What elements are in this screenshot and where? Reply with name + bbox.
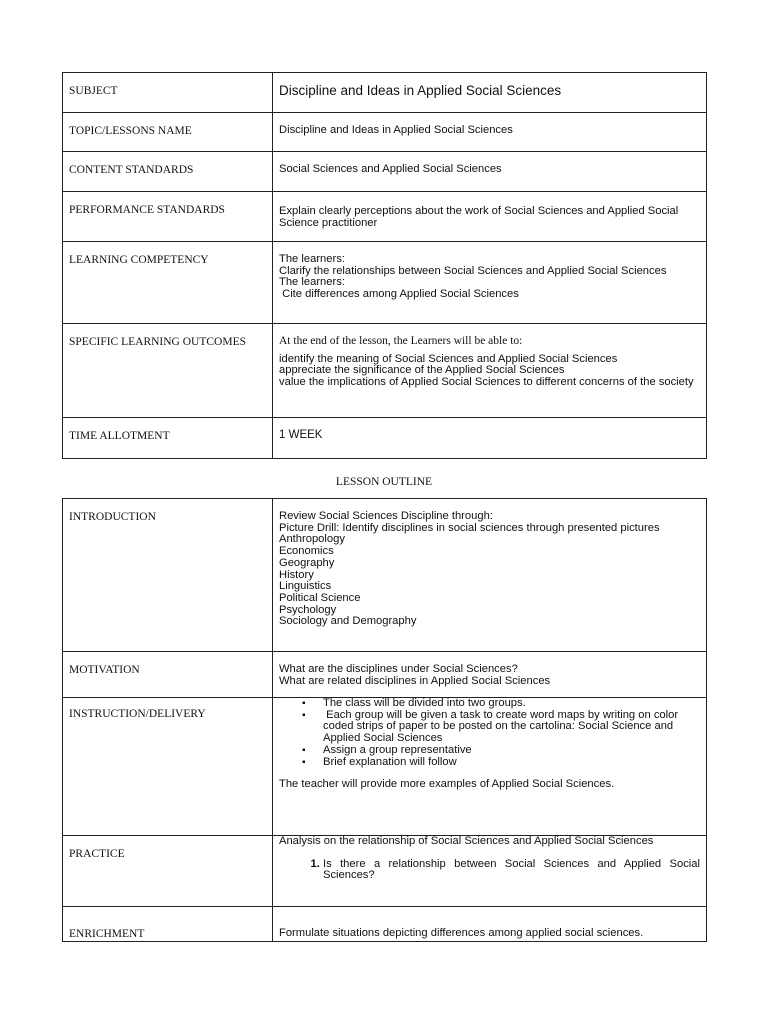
instruction-label: INSTRUCTION/DELIVERY — [63, 698, 273, 836]
intro-line: Linguistics — [279, 580, 332, 593]
time-allotment-label: TIME ALLOTMENT — [63, 418, 273, 459]
outcome-line: value the implications of Applied Social Sciences to different concerns of the society — [279, 376, 694, 389]
table-row — [63, 113, 707, 152]
enrichment-label: ENRICHMENT — [63, 907, 273, 942]
lesson-outline-title: LESSON OUTLINE — [335, 476, 433, 488]
table-row — [63, 324, 707, 418]
intro-line: Psychology — [279, 603, 337, 616]
practice-label: PRACTICE — [63, 836, 273, 907]
introduction-value — [273, 499, 707, 652]
table-row — [63, 73, 707, 113]
competency-line: The learners: — [279, 253, 345, 265]
learning-competency-label: LEARNING COMPETENCY — [63, 242, 273, 324]
table-row — [63, 698, 707, 836]
performance-standards-label: PERFORMANCE STANDARDS — [63, 192, 273, 242]
outcome-line: appreciate the significance of the Applied Social Sciences — [279, 364, 565, 377]
table-row — [63, 192, 707, 242]
intro-line: Picture Drill: Identify disciplines in social sciences through presented pictures — [279, 521, 660, 534]
table-row — [63, 836, 707, 907]
intro-line: Review Social Sciences Discipline through: — [279, 510, 493, 522]
motivation-line: What are the disciplines under Social Sciences? — [279, 663, 518, 675]
table-row — [63, 242, 707, 324]
lesson-info-table — [62, 72, 707, 459]
intro-line: Geography — [279, 556, 335, 569]
performance-standards-value: Explain clearly perceptions about the work of Social Sciences and Applied Social Science practitioner — [273, 192, 707, 242]
intro-line: Sociology and Demography — [279, 615, 417, 628]
list-item: ▪ Each group will be given a task to create word maps by writing on color coded strips of paper to be posted on the cartolina: Social Science and Applied Social Sciences — [323, 710, 700, 745]
content-standards-value: Social Sciences and Applied Social Sciences — [273, 152, 707, 192]
table-row — [63, 652, 707, 698]
table-row — [63, 499, 707, 652]
topic-label: TOPIC/LESSONS NAME — [63, 113, 273, 152]
list-item: 1. Is there a relationship between Social Sciences and Applied Social Sciences? — [323, 859, 700, 882]
enrichment-value: Formulate situations depicting differences among applied social sciences. — [273, 907, 707, 942]
instruction-value — [273, 698, 707, 836]
intro-line: History — [279, 568, 314, 581]
introduction-label: INTRODUCTION — [63, 499, 273, 652]
outcomes-intro: At the end of the lesson, the Learners will be able to: — [279, 335, 523, 347]
intro-line: Anthropology — [279, 533, 345, 546]
learning-outcomes-value — [273, 324, 707, 418]
content-standards-label: CONTENT STANDARDS — [63, 152, 273, 192]
instruction-closing: The teacher will provide more examples of Applied Social Sciences. — [279, 778, 615, 791]
list-item: ▪ The class will be divided into two groups. — [323, 698, 700, 710]
subject-value: Discipline and Ideas in Applied Social Sciences — [273, 73, 707, 113]
list-item: ▪ Assign a group representative — [323, 745, 700, 757]
practice-value — [273, 836, 707, 907]
intro-line: Political Science — [279, 591, 361, 604]
table-row — [63, 907, 707, 942]
subject-label: SUBJECT — [63, 73, 273, 113]
motivation-label: MOTIVATION — [63, 652, 273, 698]
competency-line: Clarify the relationships between Social Sciences and Applied Social Sciences — [279, 264, 667, 277]
instruction-bullets — [279, 698, 700, 768]
intro-line: Economics — [279, 545, 334, 558]
table-row — [63, 418, 707, 459]
motivation-value — [273, 652, 707, 698]
lesson-outline-table — [62, 498, 707, 942]
practice-intro: Analysis on the relationship of Social Sciences and Applied Social Sciences — [279, 835, 654, 847]
motivation-line: What are related disciplines in Applied Social Sciences — [279, 674, 551, 687]
learning-competency-value — [273, 242, 707, 324]
learning-outcomes-label: SPECIFIC LEARNING OUTCOMES — [63, 324, 273, 418]
competency-line: The learners: — [279, 276, 345, 289]
topic-value: Discipline and Ideas in Applied Social Sciences — [273, 113, 707, 152]
competency-line: Cite differences among Applied Social Sciences — [279, 288, 519, 301]
table-row — [63, 152, 707, 192]
time-allotment-value: 1 WEEK — [273, 418, 707, 459]
practice-questions — [279, 859, 700, 882]
outcome-line: identify the meaning of Social Sciences and Applied Social Sciences — [279, 352, 618, 365]
list-item: ▪ Brief explanation will follow — [323, 757, 700, 769]
